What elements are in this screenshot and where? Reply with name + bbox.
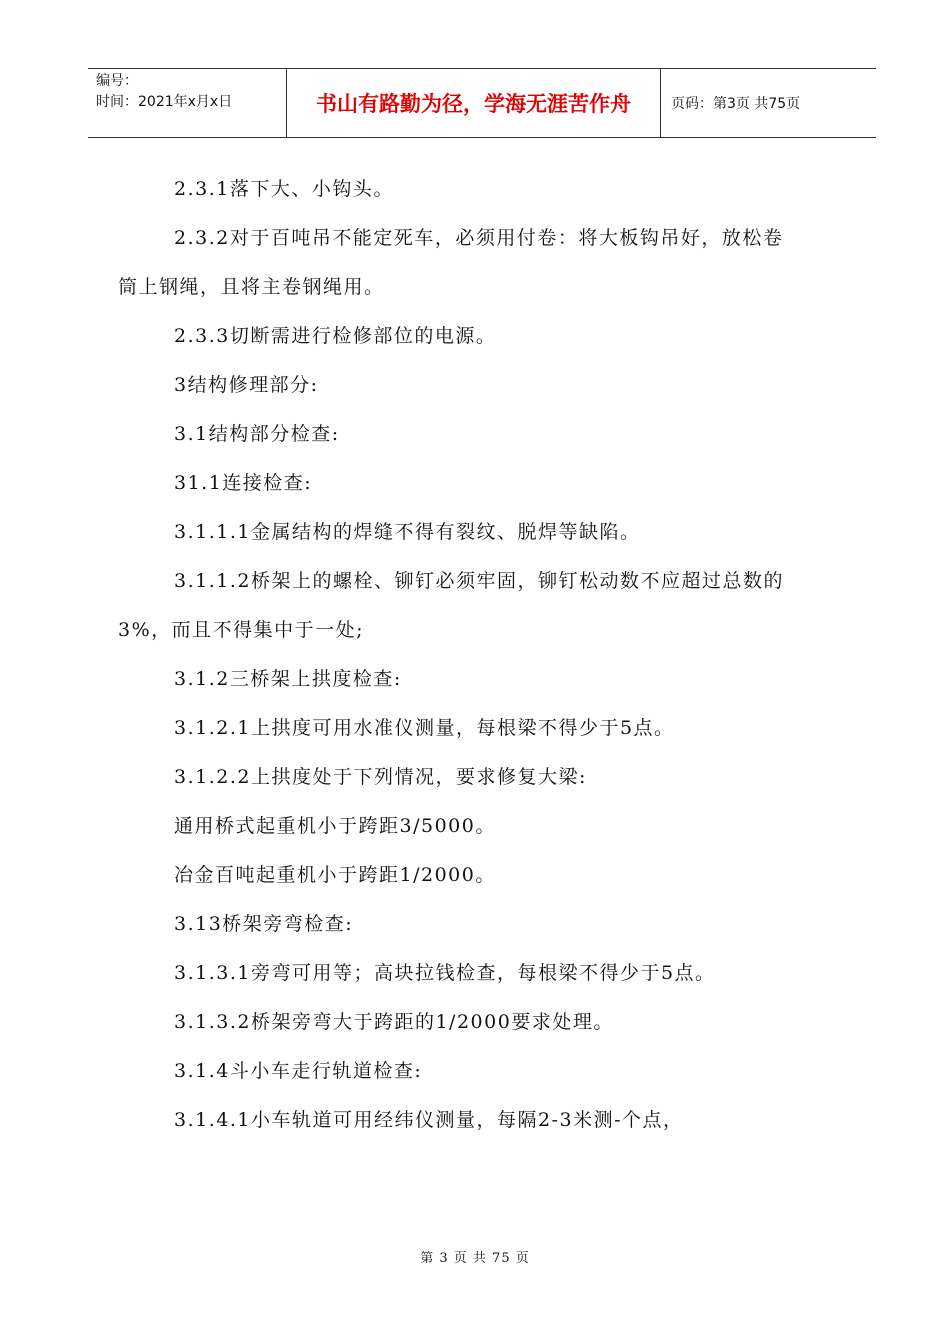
paragraph-line: 31.1连接检查:	[174, 472, 313, 494]
paragraph-line: 3.1.4.1小车轨道可用经纬仪测量，每隔2-3米测-个点，	[174, 1109, 684, 1131]
header-motto: 书山有路勤为径，学海无涯苦作舟	[287, 69, 661, 137]
paragraph-line: 3.1.4斗小车走行轨道检查:	[174, 1060, 423, 1082]
page-header	[88, 68, 876, 138]
paragraph-line: 3.1.2.2上拱度处于下列情况，要求修复大梁:	[174, 766, 587, 788]
time-label: 时间：2021年x月x日	[96, 94, 233, 110]
document-body	[118, 165, 838, 1145]
paragraph-line: 2.3.1落下大、小钩头。	[174, 178, 394, 200]
paragraph-line: 2.3.3切断需进行检修部位的电源。	[174, 325, 497, 347]
paragraph-line: 3.13桥架旁弯检查:	[174, 913, 354, 935]
paragraph-line: 冶金百吨起重机小于跨距1/2000。	[174, 864, 496, 886]
paragraph-line: 3.1.3.1旁弯可用等；高块拉钱检查，每根梁不得少于5点。	[174, 962, 716, 984]
paragraph-line: 3结构修理部分:	[174, 374, 319, 396]
header-page-info: 页码：第3页 共75页	[671, 96, 801, 112]
number-label: 编号：	[96, 73, 138, 89]
paragraph-line: 3.1.2.1上拱度可用水准仪测量，每根梁不得少于5点。	[174, 717, 675, 739]
paragraph-line: 3.1.2三桥架上拱度检查:	[174, 668, 402, 690]
paragraph-line: 3%，而且不得集中于一处;	[118, 619, 365, 641]
paragraph-line: 3.1.1.2桥架上的螺栓、铆钉必须牢固，铆钉松动数不应超过总数的	[174, 570, 784, 592]
paragraph-line: 3.1.3.2桥架旁弯大于跨距的1/2000要求处理。	[174, 1011, 614, 1033]
paragraph-line: 通用桥式起重机小于跨距3/5000。	[174, 815, 496, 837]
header-meta	[88, 69, 287, 137]
paragraph-line: 2.3.2对于百吨吊不能定死车，必须用付卷：将大板钩吊好，放松卷	[174, 227, 784, 249]
paragraph-line: 筒上钢绳，且将主卷钢绳用。	[118, 276, 385, 298]
paragraph-line: 3.1结构部分检查:	[174, 423, 340, 445]
paragraph-line: 3.1.1.1金属结构的焊缝不得有裂纹、脱焊等缺陷。	[174, 521, 641, 543]
page-footer: 第 3 页 共 75 页	[420, 1251, 530, 1266]
